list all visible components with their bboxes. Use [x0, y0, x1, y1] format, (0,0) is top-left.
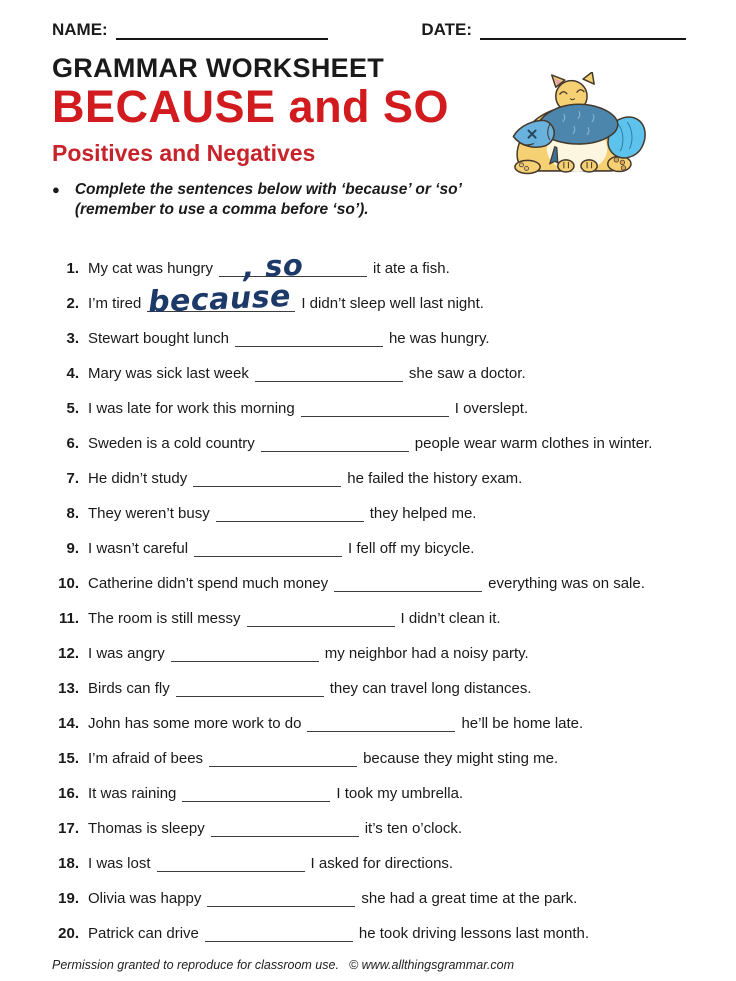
sentence-before-blank: I was angry [88, 645, 165, 663]
worksheet-item-14 [52, 706, 686, 741]
answer-blank[interactable] [307, 727, 455, 732]
answer-blank[interactable] [334, 587, 482, 592]
item-sentence [88, 365, 526, 382]
worksheet-item-18 [52, 846, 686, 881]
sentence-after-blank: I didn’t clean it. [400, 610, 501, 628]
permission-text: Permission granted to reproduce for classroom use. [52, 958, 339, 973]
item-number: 10. [58, 575, 79, 593]
worksheet-item-4 [52, 356, 686, 391]
item-number: 5. [66, 400, 79, 418]
date-write-line[interactable] [480, 22, 686, 40]
worksheet-item-12 [52, 636, 686, 671]
sentence-after-blank: they can travel long distances. [329, 680, 532, 698]
item-sentence [88, 400, 528, 417]
worksheet-item-16 [52, 776, 686, 811]
item-number: 18. [58, 855, 79, 873]
answer-blank[interactable] [255, 377, 403, 382]
cat-right-paw [608, 156, 631, 171]
item-sentence [88, 505, 476, 522]
item-sentence [88, 715, 583, 732]
item-sentence [88, 470, 522, 487]
cat-front-paw-left [558, 160, 574, 172]
sentence-after-blank: I fell off my bicycle. [348, 540, 475, 558]
answer-blank[interactable] [235, 342, 383, 347]
item-sentence [88, 820, 462, 837]
item-number: 11. [58, 610, 79, 628]
item-number: 12. [58, 645, 79, 663]
instructions-line-1: Complete the sentences below with ‘because’ or ‘so’ [74, 181, 462, 199]
item-number: 9. [66, 540, 79, 558]
instructions-line-2: (remember to use a comma before ‘so’). [74, 200, 369, 218]
answer-blank[interactable] [182, 797, 330, 802]
instructions [52, 180, 522, 219]
answer-blank[interactable] [247, 622, 395, 627]
sentence-before-blank: I was lost [88, 855, 151, 873]
answer-blank[interactable] [219, 247, 367, 285]
answer-blank[interactable] [147, 279, 295, 321]
worksheet-kicker: GRAMMAR WORKSHEET [52, 53, 385, 83]
worksheet-item-19 [52, 881, 686, 916]
sentence-after-blank: I asked for directions. [310, 855, 454, 873]
answer-blank[interactable] [216, 517, 364, 522]
item-number: 4. [66, 365, 79, 383]
worksheet-item-11 [52, 601, 686, 636]
date-label: DATE: [421, 20, 472, 39]
sentence-before-blank: Sweden is a cold country [88, 435, 255, 453]
handwritten-answer: , so [242, 247, 305, 285]
item-number: 20. [58, 925, 79, 943]
item-number: 13. [58, 680, 79, 698]
worksheet-item-2 [52, 279, 686, 321]
sentence-after-blank: I didn’t sleep well last night. [301, 295, 484, 313]
sentence-before-blank: Mary was sick last week [88, 365, 249, 383]
item-sentence [88, 575, 645, 592]
worksheet-title: BECAUSE and SO [52, 81, 450, 133]
answer-blank[interactable] [171, 657, 319, 662]
sentence-before-blank: I was late for work this morning [88, 400, 295, 418]
item-number: 3. [66, 330, 79, 348]
sentence-before-blank: Catherine didn’t spend much money [88, 575, 329, 593]
item-number: 14. [58, 715, 79, 733]
answer-blank[interactable] [193, 482, 341, 487]
sentence-after-blank: I took my umbrella. [336, 785, 464, 803]
item-number: 16. [58, 785, 79, 803]
answer-blank[interactable] [301, 412, 449, 417]
name-write-line[interactable] [116, 22, 328, 40]
answer-blank[interactable] [207, 902, 355, 907]
item-number: 1. [66, 260, 79, 278]
answer-blank[interactable] [205, 937, 353, 942]
item-sentence [88, 855, 453, 872]
worksheet-items [52, 247, 686, 951]
date-field [421, 20, 686, 40]
handwritten-answer: because [147, 279, 292, 321]
worksheet-item-13 [52, 671, 686, 706]
worksheet-item-9 [52, 531, 686, 566]
sentence-after-blank: he took driving lessons last month. [358, 925, 589, 943]
sentence-after-blank: he’ll be home late. [461, 715, 584, 733]
worksheet-item-1 [52, 247, 686, 286]
sentence-before-blank: I wasn’t careful [88, 540, 189, 558]
sentence-before-blank: Patrick can drive [88, 925, 199, 943]
item-number: 6. [66, 435, 79, 453]
sentence-before-blank: Thomas is sleepy [88, 820, 205, 838]
answer-blank[interactable] [211, 832, 359, 837]
sentence-after-blank: I overslept. [454, 400, 529, 418]
sentence-after-blank: people wear warm clothes in winter. [414, 435, 653, 453]
item-number: 8. [66, 505, 79, 523]
footer [52, 958, 686, 972]
item-sentence [88, 645, 529, 662]
item-number: 7. [66, 470, 79, 488]
sentence-after-blank: she saw a doctor. [408, 365, 526, 383]
worksheet-item-10 [52, 566, 686, 601]
item-sentence [88, 540, 474, 557]
website-text: © www.allthingsgrammar.com [348, 958, 514, 973]
worksheet-item-15 [52, 741, 686, 776]
item-number: 15. [58, 750, 79, 768]
name-field [52, 20, 328, 40]
answer-blank[interactable] [194, 552, 342, 557]
sentence-before-blank: Stewart bought lunch [88, 330, 229, 348]
worksheet-subtitle: Positives and Negatives [52, 140, 316, 167]
sentence-after-blank: they helped me. [369, 505, 477, 523]
cat-front-paw-right [581, 160, 597, 172]
item-sentence [88, 785, 463, 802]
item-sentence [88, 610, 501, 627]
item-sentence [88, 750, 558, 767]
answer-blank[interactable] [209, 762, 357, 767]
sentence-after-blank: my neighbor had a noisy party. [324, 645, 529, 663]
item-sentence [88, 925, 589, 942]
item-number: 2. [66, 295, 79, 313]
answer-blank[interactable] [157, 867, 305, 872]
item-sentence [88, 680, 532, 697]
sentence-before-blank: I’m tired [88, 295, 142, 313]
name-date-row [52, 20, 686, 40]
worksheet-item-8 [52, 496, 686, 531]
worksheet-item-3 [52, 321, 686, 356]
answer-blank[interactable] [261, 447, 409, 452]
sentence-before-blank: I’m afraid of bees [88, 750, 204, 768]
worksheet-item-20 [52, 916, 686, 951]
sentence-before-blank: He didn’t study [88, 470, 188, 488]
sentence-after-blank: it’s ten o’clock. [364, 820, 462, 838]
sentence-before-blank: John has some more work to do [88, 715, 302, 733]
worksheet-item-6 [52, 426, 686, 461]
sentence-after-blank: everything was on sale. [488, 575, 645, 593]
sentence-before-blank: They weren’t busy [88, 505, 210, 523]
sentence-before-blank: The room is still messy [88, 610, 241, 628]
name-label: NAME: [52, 20, 108, 39]
sentence-after-blank: because they might sting me. [363, 750, 559, 768]
sentence-before-blank: Birds can fly [88, 680, 170, 698]
sentence-before-blank: Olivia was happy [88, 890, 202, 908]
worksheet-item-17 [52, 811, 686, 846]
sentence-before-blank: It was raining [88, 785, 177, 803]
sentence-after-blank: it ate a fish. [373, 260, 450, 278]
item-sentence [88, 330, 490, 347]
sentence-after-blank: she had a great time at the park. [361, 890, 578, 908]
bullet-icon: ● [52, 182, 60, 198]
item-sentence [88, 435, 652, 452]
cat-right-ear [583, 72, 594, 84]
worksheet-item-5 [52, 391, 686, 426]
sentence-after-blank: he was hungry. [388, 330, 490, 348]
answer-blank[interactable] [176, 692, 324, 697]
sentence-before-blank: My cat was hungry [88, 260, 214, 278]
instructions-text [75, 180, 462, 219]
item-number: 17. [58, 820, 79, 838]
item-sentence [88, 279, 484, 321]
item-sentence [88, 247, 450, 285]
item-sentence [88, 890, 577, 907]
cat-hugging-fish-illustration [503, 72, 655, 178]
worksheet-item-7 [52, 461, 686, 496]
item-number: 19. [58, 890, 79, 908]
sentence-after-blank: he failed the history exam. [347, 470, 523, 488]
